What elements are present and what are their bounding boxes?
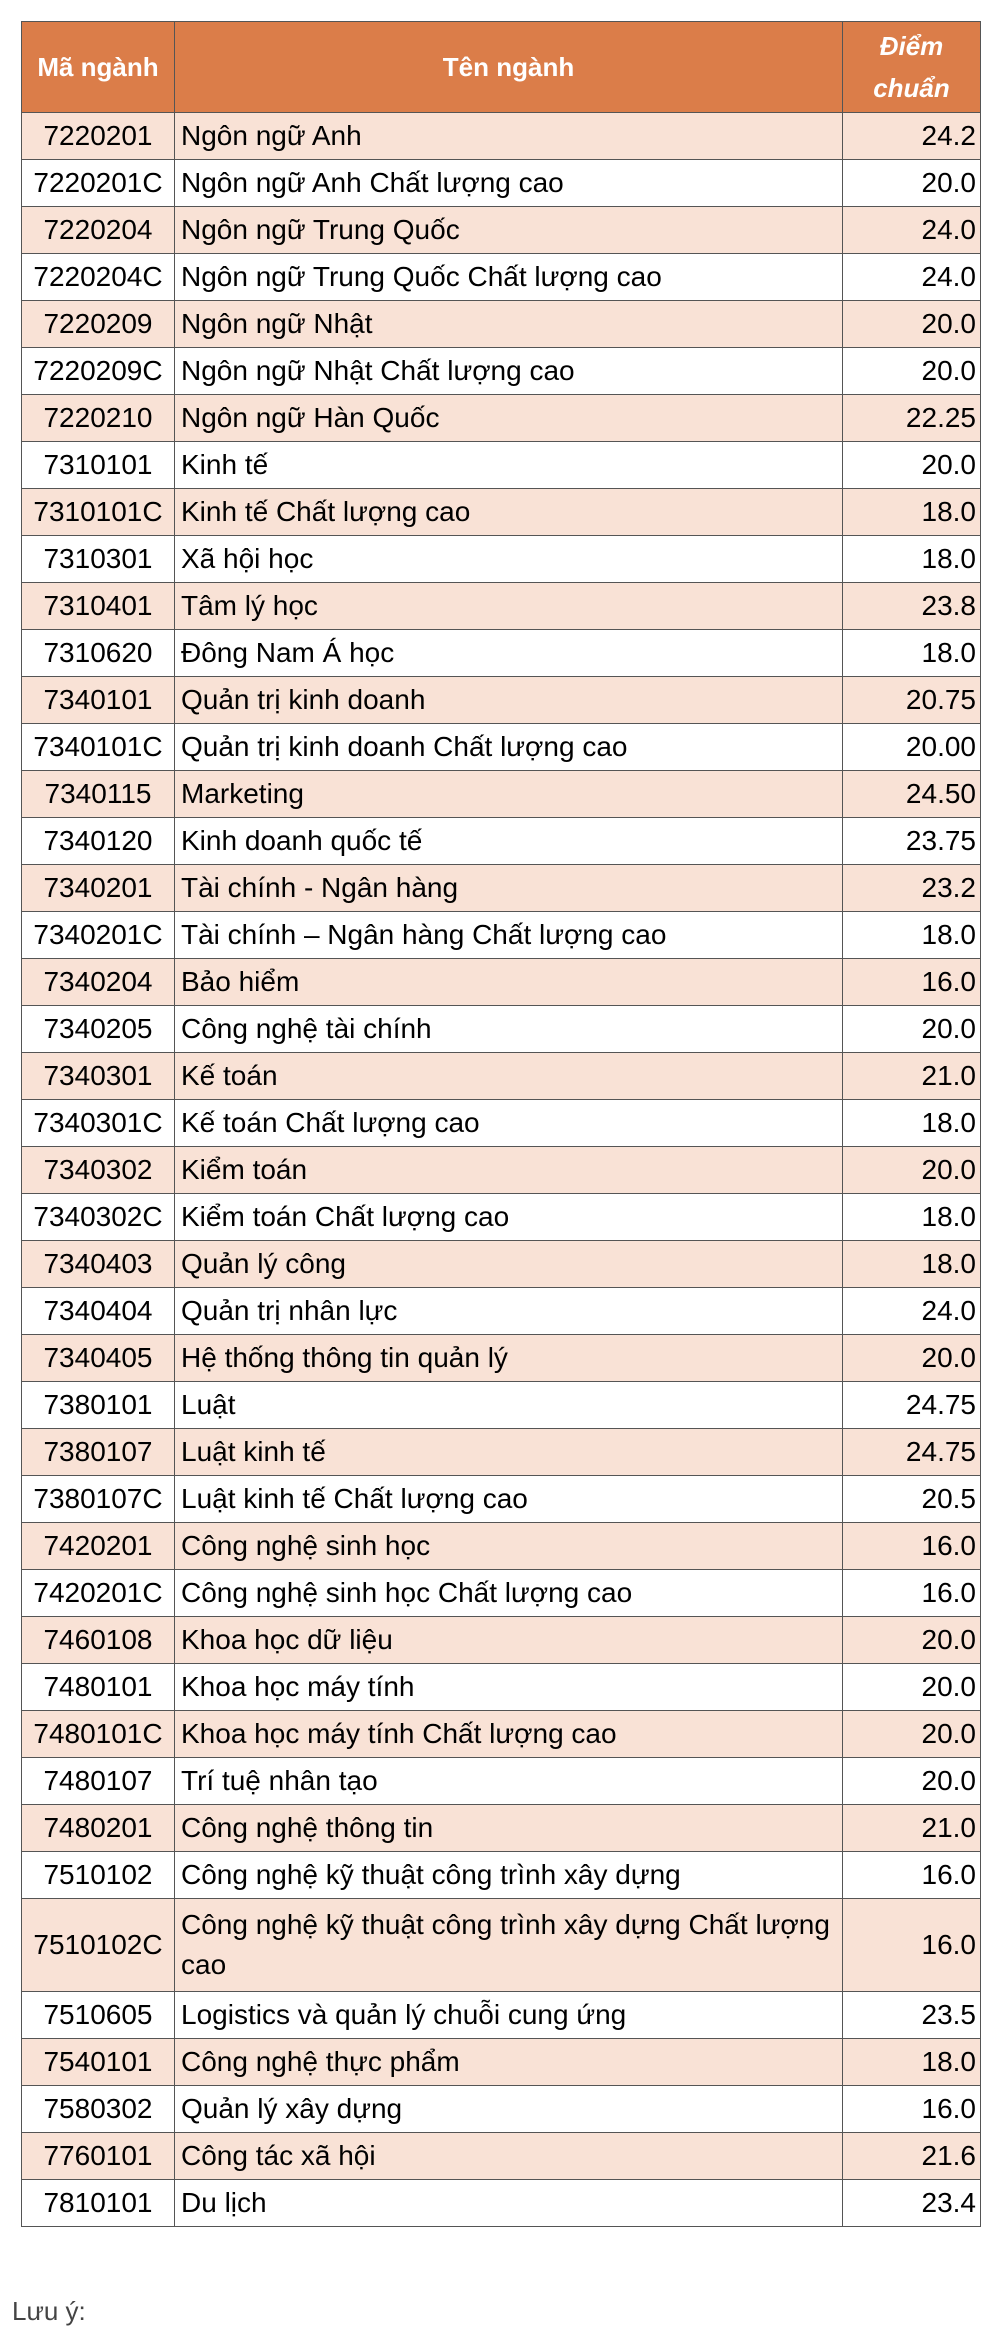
row-name: Kế toán (175, 1053, 843, 1100)
table-row (22, 1570, 981, 1617)
row-score: 20.0 (843, 1006, 981, 1053)
row-name: Công nghệ thực phẩm (175, 2039, 843, 2086)
row-score: 21.6 (843, 2133, 981, 2180)
table-row (22, 536, 981, 583)
row-code: 7380107C (22, 1476, 175, 1523)
row-name: Khoa học dữ liệu (175, 1617, 843, 1664)
admission-scores-table-container (21, 21, 980, 2227)
row-name: Kinh doanh quốc tế (175, 818, 843, 865)
row-code: 7340101 (22, 677, 175, 724)
header-name: Tên ngành (175, 22, 843, 113)
table-row (22, 1476, 981, 1523)
row-score: 16.0 (843, 2086, 981, 2133)
table-row (22, 1241, 981, 1288)
row-score: 21.0 (843, 1805, 981, 1852)
row-code: 7310101 (22, 442, 175, 489)
table-row (22, 724, 981, 771)
table-row (22, 630, 981, 677)
row-name: Quản trị kinh doanh (175, 677, 843, 724)
row-score: 16.0 (843, 1570, 981, 1617)
table-row (22, 2086, 981, 2133)
row-name: Trí tuệ nhân tạo (175, 1758, 843, 1805)
table-row (22, 1429, 981, 1476)
row-score: 20.0 (843, 1664, 981, 1711)
table-row (22, 2180, 981, 2227)
header-score (843, 22, 981, 113)
row-name: Kiểm toán (175, 1147, 843, 1194)
table-row (22, 395, 981, 442)
row-code: 7340301 (22, 1053, 175, 1100)
row-code: 7340301C (22, 1100, 175, 1147)
table-row (22, 1899, 981, 1992)
admission-scores-table (21, 21, 981, 2227)
row-name: Kiểm toán Chất lượng cao (175, 1194, 843, 1241)
row-name: Khoa học máy tính (175, 1664, 843, 1711)
table-row (22, 865, 981, 912)
row-code: 7340201 (22, 865, 175, 912)
table-row (22, 1335, 981, 1382)
row-score: 16.0 (843, 1523, 981, 1570)
row-code: 7220204C (22, 254, 175, 301)
row-code: 7420201 (22, 1523, 175, 1570)
row-name: Quản lý công (175, 1241, 843, 1288)
table-row (22, 677, 981, 724)
table-row (22, 113, 981, 160)
row-name: Logistics và quản lý chuỗi cung ứng (175, 1992, 843, 2039)
row-name: Bảo hiểm (175, 959, 843, 1006)
row-name: Quản trị nhân lực (175, 1288, 843, 1335)
row-name: Kinh tế Chất lượng cao (175, 489, 843, 536)
table-row (22, 912, 981, 959)
row-score: 18.0 (843, 1241, 981, 1288)
row-score: 16.0 (843, 1899, 981, 1992)
row-name: Tài chính – Ngân hàng Chất lượng cao (175, 912, 843, 959)
row-score: 18.0 (843, 630, 981, 677)
row-score: 20.75 (843, 677, 981, 724)
row-score: 18.0 (843, 1100, 981, 1147)
row-score: 24.75 (843, 1429, 981, 1476)
table-row (22, 301, 981, 348)
row-code: 7340201C (22, 912, 175, 959)
table-row (22, 207, 981, 254)
row-name: Luật kinh tế Chất lượng cao (175, 1476, 843, 1523)
row-name: Đông Nam Á học (175, 630, 843, 677)
table-row (22, 959, 981, 1006)
row-score: 20.0 (843, 1617, 981, 1664)
row-name: Ngôn ngữ Nhật (175, 301, 843, 348)
row-name: Công nghệ sinh học Chất lượng cao (175, 1570, 843, 1617)
header-row (22, 22, 981, 113)
row-name: Du lịch (175, 2180, 843, 2227)
table-row (22, 1852, 981, 1899)
row-score: 20.0 (843, 348, 981, 395)
table-row (22, 1100, 981, 1147)
table-row (22, 1288, 981, 1335)
row-name: Ngôn ngữ Anh (175, 113, 843, 160)
row-score: 24.2 (843, 113, 981, 160)
table-row (22, 818, 981, 865)
row-code: 7340120 (22, 818, 175, 865)
table-row (22, 1006, 981, 1053)
row-score: 20.0 (843, 1147, 981, 1194)
row-name: Quản lý xây dựng (175, 2086, 843, 2133)
table-row (22, 583, 981, 630)
row-score: 16.0 (843, 1852, 981, 1899)
row-code: 7340115 (22, 771, 175, 818)
row-name: Khoa học máy tính Chất lượng cao (175, 1711, 843, 1758)
table-row (22, 489, 981, 536)
row-code: 7480101C (22, 1711, 175, 1758)
footer-note: Lưu ý: (12, 2296, 86, 2326)
table-row (22, 1664, 981, 1711)
row-score: 16.0 (843, 959, 981, 1006)
row-score: 24.0 (843, 207, 981, 254)
row-code: 7220201 (22, 113, 175, 160)
table-row (22, 1194, 981, 1241)
table-row (22, 2133, 981, 2180)
row-code: 7220204 (22, 207, 175, 254)
row-code: 7340404 (22, 1288, 175, 1335)
row-code: 7510605 (22, 1992, 175, 2039)
row-code: 7380101 (22, 1382, 175, 1429)
table-row (22, 1758, 981, 1805)
row-code: 7310301 (22, 536, 175, 583)
row-score: 20.0 (843, 1711, 981, 1758)
row-name: Hệ thống thông tin quản lý (175, 1335, 843, 1382)
row-score: 23.8 (843, 583, 981, 630)
row-score: 20.00 (843, 724, 981, 771)
row-score: 24.75 (843, 1382, 981, 1429)
row-name: Marketing (175, 771, 843, 818)
row-name: Ngôn ngữ Nhật Chất lượng cao (175, 348, 843, 395)
row-code: 7340204 (22, 959, 175, 1006)
row-code: 7310401 (22, 583, 175, 630)
row-code: 7340302C (22, 1194, 175, 1241)
row-name: Ngôn ngữ Trung Quốc Chất lượng cao (175, 254, 843, 301)
header-score-line2: chuẩn (873, 73, 950, 103)
row-score: 20.0 (843, 1758, 981, 1805)
row-code: 7340302 (22, 1147, 175, 1194)
row-score: 24.50 (843, 771, 981, 818)
row-code: 7480201 (22, 1805, 175, 1852)
table-row (22, 160, 981, 207)
row-name: Kế toán Chất lượng cao (175, 1100, 843, 1147)
row-name: Tâm lý học (175, 583, 843, 630)
row-name: Công nghệ kỹ thuật công trình xây dựng (175, 1852, 843, 1899)
row-code: 7340205 (22, 1006, 175, 1053)
row-score: 18.0 (843, 1194, 981, 1241)
row-code: 7510102C (22, 1899, 175, 1992)
row-score: 24.0 (843, 1288, 981, 1335)
row-name: Quản trị kinh doanh Chất lượng cao (175, 724, 843, 771)
row-score: 20.0 (843, 160, 981, 207)
table-row (22, 1617, 981, 1664)
table-row (22, 1711, 981, 1758)
table-row (22, 1523, 981, 1570)
table-row (22, 442, 981, 489)
row-code: 7220210 (22, 395, 175, 442)
row-name: Ngôn ngữ Anh Chất lượng cao (175, 160, 843, 207)
row-code: 7340405 (22, 1335, 175, 1382)
row-score: 18.0 (843, 536, 981, 583)
table-row (22, 1382, 981, 1429)
table-row (22, 254, 981, 301)
row-score: 24.0 (843, 254, 981, 301)
row-score: 18.0 (843, 489, 981, 536)
row-score: 18.0 (843, 912, 981, 959)
table-row (22, 771, 981, 818)
row-name: Luật (175, 1382, 843, 1429)
row-name: Công tác xã hội (175, 2133, 843, 2180)
table-row (22, 1805, 981, 1852)
row-score: 20.0 (843, 1335, 981, 1382)
table-header (22, 22, 981, 113)
header-code: Mã ngành (22, 22, 175, 113)
row-score: 23.4 (843, 2180, 981, 2227)
row-code: 7480107 (22, 1758, 175, 1805)
row-code: 7220209 (22, 301, 175, 348)
row-code: 7310620 (22, 630, 175, 677)
row-score: 23.75 (843, 818, 981, 865)
row-name: Ngôn ngữ Hàn Quốc (175, 395, 843, 442)
table-row (22, 1053, 981, 1100)
row-name: Tài chính - Ngân hàng (175, 865, 843, 912)
row-code: 7580302 (22, 2086, 175, 2133)
row-name: Công nghệ thông tin (175, 1805, 843, 1852)
row-name: Công nghệ sinh học (175, 1523, 843, 1570)
row-code: 7760101 (22, 2133, 175, 2180)
row-code: 7310101C (22, 489, 175, 536)
table-body (22, 113, 981, 2227)
header-score-line1: Điểm (879, 31, 944, 61)
row-score: 18.0 (843, 2039, 981, 2086)
row-code: 7510102 (22, 1852, 175, 1899)
row-score: 20.0 (843, 301, 981, 348)
row-code: 7540101 (22, 2039, 175, 2086)
table-row (22, 348, 981, 395)
row-score: 23.2 (843, 865, 981, 912)
table-row (22, 1147, 981, 1194)
row-name: Kinh tế (175, 442, 843, 489)
row-score: 23.5 (843, 1992, 981, 2039)
row-name: Luật kinh tế (175, 1429, 843, 1476)
row-score: 20.5 (843, 1476, 981, 1523)
row-code: 7420201C (22, 1570, 175, 1617)
row-code: 7460108 (22, 1617, 175, 1664)
row-code: 7380107 (22, 1429, 175, 1476)
row-name: Công nghệ kỹ thuật công trình xây dựng Chất lượng cao (175, 1899, 843, 1992)
table-row (22, 2039, 981, 2086)
row-name: Xã hội học (175, 536, 843, 583)
row-code: 7340101C (22, 724, 175, 771)
row-code: 7220209C (22, 348, 175, 395)
row-code: 7220201C (22, 160, 175, 207)
row-name: Công nghệ tài chính (175, 1006, 843, 1053)
row-score: 22.25 (843, 395, 981, 442)
row-code: 7340403 (22, 1241, 175, 1288)
row-name: Ngôn ngữ Trung Quốc (175, 207, 843, 254)
row-code: 7480101 (22, 1664, 175, 1711)
row-score: 20.0 (843, 442, 981, 489)
table-row (22, 1992, 981, 2039)
row-score: 21.0 (843, 1053, 981, 1100)
row-code: 7810101 (22, 2180, 175, 2227)
